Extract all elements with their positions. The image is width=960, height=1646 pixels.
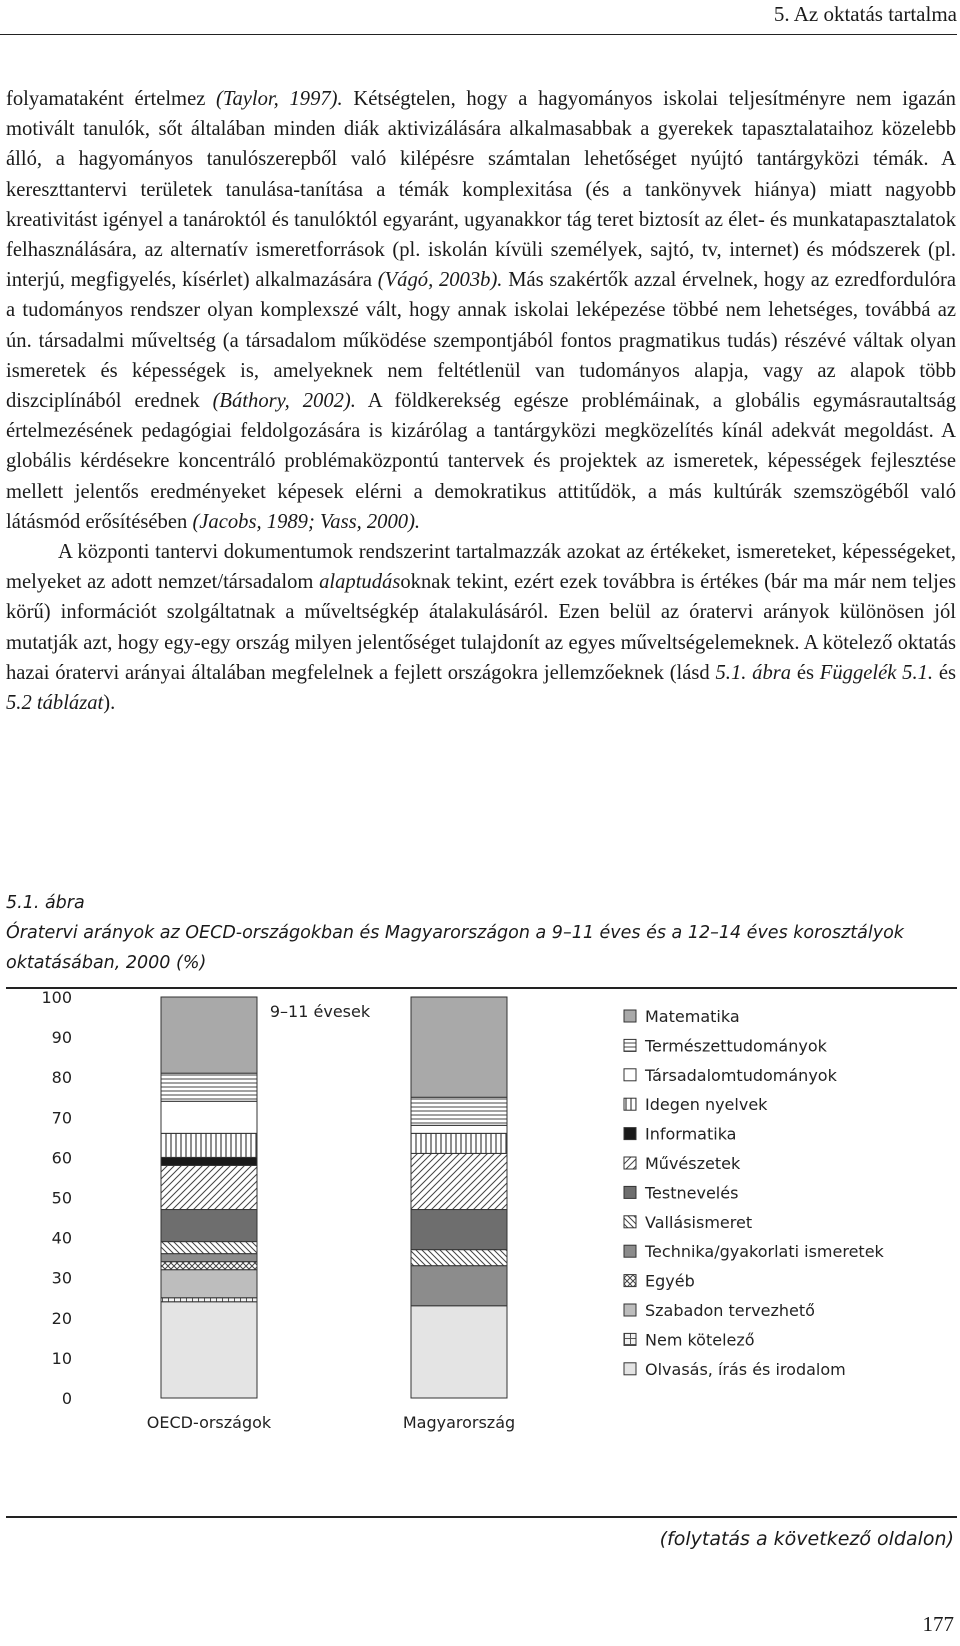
legend-label: Nem kötelező — [645, 1330, 755, 1350]
legend-swatch — [624, 1157, 636, 1169]
legend-label: Olvasás, írás és irodalom — [645, 1359, 846, 1379]
y-tick-label: 20 — [51, 1308, 72, 1328]
y-tick-label: 30 — [51, 1268, 72, 1288]
legend-label: Technika/gyakorlati ismeretek — [645, 1242, 884, 1262]
text-run: A központi tantervi dokumentumok rendszerint tartalmazzák azokat az értékeket, ismereteket, képességeket, melyeket az adott nemzet/társadalom — [6, 541, 956, 594]
x-tick-label: Magyarország — [402, 1413, 516, 1432]
legend-swatch — [624, 1186, 636, 1198]
chart-legend — [624, 1007, 885, 1379]
legend-label: Művészetek — [645, 1154, 741, 1173]
italic-run: (Vágó, 2003b). — [377, 269, 503, 292]
running-head — [0, 0, 957, 35]
figure-caption-block — [6, 888, 956, 978]
x-axis-labels — [147, 1413, 515, 1432]
y-tick-label: 0 — [61, 1389, 72, 1408]
bar-segment — [161, 997, 257, 1073]
italic-run: (Jacobs, 1989; Vass, 2000). — [192, 510, 421, 533]
bar-segment — [411, 1133, 507, 1153]
legend-swatch — [624, 1216, 636, 1228]
text-run: és — [791, 661, 820, 684]
bar-segment — [161, 1242, 257, 1254]
legend-swatch — [624, 1098, 636, 1110]
bar-segment — [161, 1262, 257, 1270]
bar-segment — [161, 1270, 257, 1298]
y-tick-label: 80 — [51, 1068, 72, 1088]
text-run: A földkerekség egésze problémáinak, a globális egymásrautaltság értelmezésének pedagógiai feldolgozására is kizárólag a tantárgyközi megközelítés kínál adekvát megoldást. A globális kérdésekre koncentráló problémaközpontú tantervek és projektek az ismeretek, képességek fejlesztése mellett jelentős eredményeket képesek elérni a demokratikus attitűdök, a más kultúrák szemszögéből való látásmód erősítésében — [6, 390, 957, 533]
legend-swatch — [624, 1069, 636, 1081]
italic-run: alaptudás — [319, 571, 401, 594]
bar-segment — [161, 1298, 257, 1302]
legend-label: Idegen nyelvek — [645, 1095, 768, 1115]
paragraph — [6, 84, 956, 537]
text-run: folyamataként értelmez — [6, 88, 217, 110]
body-text — [6, 84, 956, 718]
legend-label: Matematika — [645, 1007, 740, 1026]
legend-label: Vallásismeret — [645, 1212, 753, 1232]
bar-segment — [411, 1097, 507, 1125]
y-tick-label: 50 — [51, 1188, 72, 1208]
italic-run: (Báthory, 2002). — [212, 390, 356, 413]
italic-run: 5.1. ábra — [715, 661, 792, 684]
bar-segment — [161, 1157, 257, 1165]
figure-rule-top — [6, 987, 957, 989]
legend-label: Természettudományok — [645, 1036, 827, 1056]
bar-segment — [411, 1250, 507, 1266]
figure-caption: Óratervi arányok az OECD-országokban és Magyarországon a 9–11 éves és a 12–14 éves korosztályok oktatásában, 2000 (%) — [6, 923, 904, 973]
y-tick-label: 70 — [51, 1108, 72, 1128]
bar-segment — [161, 1133, 257, 1157]
bar-segment — [411, 1210, 507, 1250]
x-tick-label: OECD-országok — [146, 1413, 272, 1432]
y-tick-label: 100 — [41, 990, 72, 1007]
legend-swatch — [624, 1333, 636, 1345]
bar-segment — [161, 1101, 257, 1133]
page-number: 177 — [922, 1612, 954, 1636]
bar-segment — [161, 1302, 257, 1398]
y-tick-label: 90 — [51, 1028, 72, 1048]
italic-run: Függelék 5.1. — [819, 661, 934, 684]
continued-note: (folytatás a következő oldalon) — [659, 1528, 954, 1550]
figure-rule-bottom — [6, 1516, 957, 1518]
legend-swatch — [624, 1128, 636, 1140]
text-run: és — [933, 661, 956, 684]
text-run: Más szakértők azzal érvelnek, hogy az ezredfordulóra a tudományos rendszer olyan komplexszé vált, hogy annak iskolai leképezése többé nem lehetséges, továbbá az ún. társadalmi műveltség (a társadalom működése szempontjából fontos pragmatikus tudás) részévé váltak olyan ismeretek és képességek is, amelyeknek nem feltétlenül van tudományos alapja, vagy az alapok több diszciplínából erednek — [6, 269, 956, 413]
legend-swatch — [624, 1304, 636, 1316]
legend-swatch — [624, 1275, 636, 1287]
text-run: Kétségtelen, hogy a hagyományos iskolai teljesítményre nem igazán motivált tanulók, sőt általában minden diák aktivizálására alkalmasabbak a gyerekek tapasztalataihoz közelebb álló, a hagyományos tanulószerepből való kilépésre számtalan lehetőséget nyújtó tantárgyközi témák. A kereszttantervi területek tanulása-tanítása a témák komplexitása (és a tankönyvek hiánya) miatt nagyobb kreativitást igényel a tanároktól és tanulóktól egyaránt, ugyanakkor tág teret biztosít az élet- és munkatapasztalatok felhasználására, az alternatív ismeretforrások (pl. iskolán kívüli személyek, sajtó, tv, internet) és módszerek (pl. interjú, megfigyelés, kísérlet) alkalmazására — [6, 88, 956, 292]
stacked-bar-chart — [0, 990, 960, 1514]
legend-swatch — [624, 1245, 636, 1257]
running-head-title: 5. Az oktatás tartalma — [773, 2, 957, 26]
paragraph — [6, 537, 956, 718]
legend-swatch — [624, 1363, 636, 1375]
bar-segment — [411, 1306, 507, 1398]
legend-label: Informatika — [645, 1124, 737, 1144]
bar-segment — [161, 1073, 257, 1101]
bar-segment — [411, 1125, 507, 1133]
y-tick-label: 10 — [51, 1348, 72, 1368]
bars — [161, 997, 507, 1398]
bar-segment — [411, 1153, 507, 1209]
text-run: oknak tekint, ezért ezek továbbra is értékes (bár ma már nem teljes körű) információt szolgáltatnak a műveltségkép átalakulásáról. Ezen belül az óratervi arányok különösen jól mutatják azt, hogy egy-egy ország milyen jelentőséget tulajdonít az egyes műveltségelemeknek. A kötelező oktatás hazai óratervi arányai általában megfelelnek a fejlett országokra jellemzőeknek (lásd — [6, 571, 956, 684]
legend-label: Szabadon tervezhető — [645, 1301, 815, 1320]
bar-segment — [161, 1165, 257, 1209]
italic-run: (Taylor, 1997). — [216, 88, 343, 110]
chart-title: 9–11 évesek — [269, 1002, 371, 1021]
bar-segment — [161, 1210, 257, 1242]
legend-label: Testnevelés — [645, 1183, 739, 1203]
italic-run: 5.2 táblázat — [6, 692, 104, 715]
legend-swatch — [624, 1039, 636, 1051]
figure-number: 5.1. ábra — [6, 893, 85, 913]
legend-label: Társadalomtudományok — [645, 1065, 837, 1085]
y-tick-label: 40 — [51, 1228, 72, 1248]
legend-label: Egyéb — [645, 1271, 695, 1291]
bar-segment — [411, 997, 507, 1097]
y-tick-label: 60 — [51, 1148, 72, 1168]
text-run: ). — [103, 692, 116, 715]
legend-swatch — [624, 1010, 636, 1022]
y-axis — [41, 990, 72, 1408]
bar-segment — [411, 1266, 507, 1306]
bar-segment — [161, 1254, 257, 1262]
